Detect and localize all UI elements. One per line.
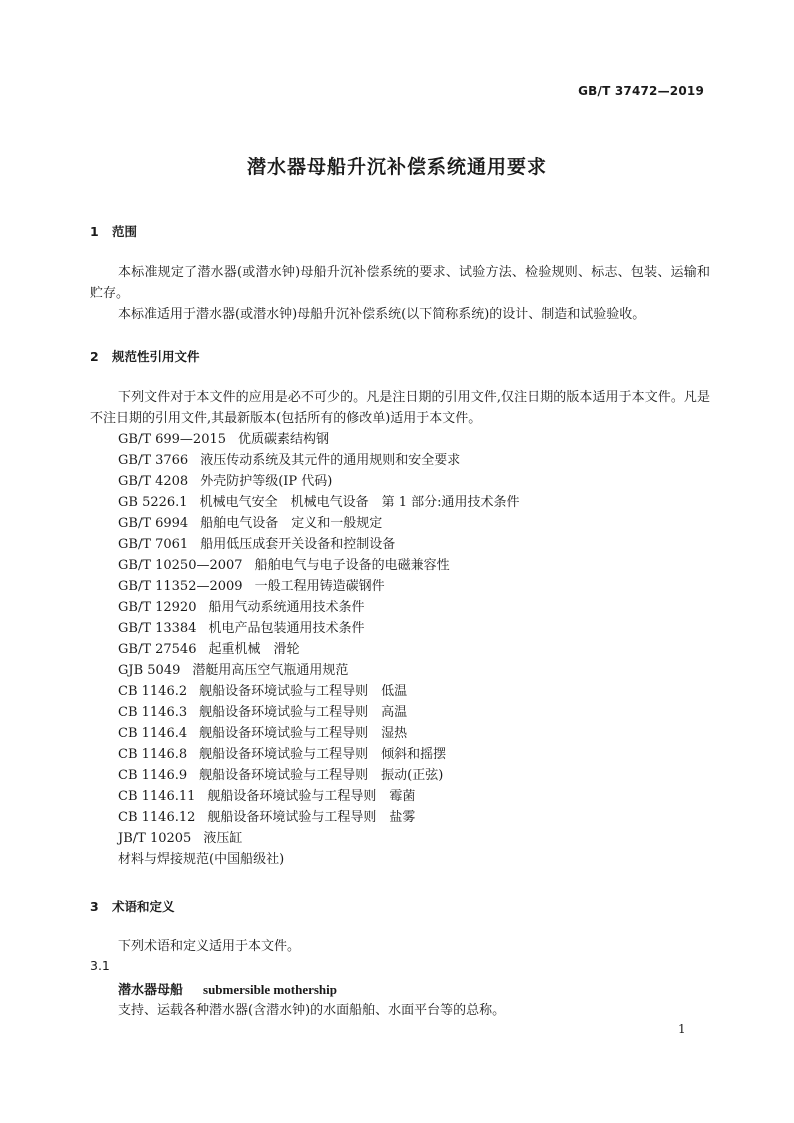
section-title: 规范性引用文件: [112, 349, 200, 364]
reference-code: GB 5226.1: [118, 495, 188, 510]
reference-title: 液压传动系统及其元件的通用规则和安全要求: [200, 453, 461, 468]
reference-code: GB/T 4208: [118, 474, 189, 489]
reference-code: GB/T 11352—2009: [118, 579, 243, 594]
reference-item: [118, 639, 519, 660]
refs-intro-paragraph: 下列文件对于本文件的应用是必不可少的。凡是注日期的引用文件,仅注日期的版本适用于本文件。凡是不注日期的引用文件,其最新版本(包括所有的修改单)适用于本文件。: [90, 390, 710, 426]
reference-code: CB 1146.9: [118, 768, 188, 783]
document-title: 潜水器母船升沉补偿系统通用要求: [246, 156, 547, 178]
reference-code: GB/T 13384: [118, 621, 197, 636]
reference-item: [118, 660, 519, 681]
reference-code: GB/T 6994: [118, 516, 189, 531]
reference-item: [118, 849, 519, 870]
reference-item: [118, 471, 519, 492]
section-heading-terms: [90, 897, 175, 915]
reference-title: 一般工程用铸造碳钢件: [254, 579, 385, 594]
reference-item: [118, 450, 519, 471]
section-title: 术语和定义: [112, 899, 175, 914]
reference-code: GB/T 3766: [118, 453, 189, 468]
section-heading-scope: [90, 222, 137, 240]
reference-title: 起重机械 滑轮: [208, 642, 300, 657]
scope-paragraph-1: 本标准规定了潜水器(或潜水钟)母船升沉补偿系统的要求、试验方法、检验规则、标志、包装、运输和贮存。: [90, 265, 710, 301]
term-definition: 支持、运载各种潜水器(含潜水钟)的水面船舶、水面平台等的总称。: [118, 1003, 506, 1018]
reference-item: [118, 576, 519, 597]
reference-item: [118, 702, 519, 723]
reference-title: 材料与焊接规范(中国船级社): [118, 852, 285, 867]
reference-title: 舰船设备环境试验与工程导则 倾斜和摇摆: [199, 747, 447, 762]
reference-item: [118, 555, 519, 576]
reference-item: [118, 723, 519, 744]
reference-title: 液压缸: [203, 831, 243, 846]
reference-title: 舰船设备环境试验与工程导则 低温: [199, 684, 408, 699]
section-number: 2: [90, 349, 99, 364]
reference-title: 船舶电气与电子设备的电磁兼容性: [254, 558, 450, 573]
reference-item: [118, 807, 519, 828]
reference-code: GJB 5049: [118, 663, 181, 678]
reference-item: [118, 534, 519, 555]
reference-title: 潜艇用高压空气瓶通用规范: [192, 663, 349, 678]
reference-code: CB 1146.11: [118, 789, 196, 804]
reference-title: 优质碳素结构钢: [238, 432, 330, 447]
reference-code: GB/T 7061: [118, 537, 189, 552]
reference-item: [118, 744, 519, 765]
reference-code: CB 1146.4: [118, 726, 188, 741]
scope-paragraph-2: 本标准适用于潜水器(或潜水钟)母船升沉补偿系统(以下简称系统)的设计、制造和试验验收。: [118, 307, 646, 322]
reference-code: GB/T 699—2015: [118, 432, 227, 447]
reference-code: GB/T 10250—2007: [118, 558, 243, 573]
reference-item: [118, 513, 519, 534]
reference-title: 机电产品包装通用技术条件: [208, 621, 365, 636]
term-chinese: 潜水器母船: [118, 983, 184, 998]
reference-code: JB/T 10205: [118, 831, 192, 846]
page-number: 1: [678, 1022, 686, 1036]
reference-title: 舰船设备环境试验与工程导则 振动(正弦): [199, 768, 444, 783]
reference-title: 舰船设备环境试验与工程导则 盐雾: [207, 810, 416, 825]
term-entry: [118, 979, 337, 998]
reference-item: [118, 681, 519, 702]
reference-item: [118, 429, 519, 450]
reference-title: 外壳防护等级(IP 代码): [200, 474, 333, 489]
section-number: 1: [90, 224, 99, 239]
reference-code: CB 1146.12: [118, 810, 196, 825]
reference-title: 舰船设备环境试验与工程导则 湿热: [199, 726, 408, 741]
term-english: submersible mothership: [203, 982, 337, 997]
section-heading-normative-refs: [90, 347, 200, 365]
term-entry-number: 3.1: [90, 958, 110, 973]
reference-title: 船用气动系统通用技术条件: [208, 600, 365, 615]
reference-item: [118, 597, 519, 618]
section-title: 范围: [112, 224, 138, 239]
reference-item: [118, 618, 519, 639]
standard-code: GB/T 37472—2019: [578, 84, 704, 98]
reference-item: [118, 786, 519, 807]
reference-list: [118, 429, 519, 870]
reference-title: 机械电气安全 机械电气设备 第 1 部分:通用技术条件: [199, 495, 520, 510]
section-number: 3: [90, 899, 99, 914]
reference-code: CB 1146.2: [118, 684, 188, 699]
reference-title: 舰船设备环境试验与工程导则 高温: [199, 705, 408, 720]
reference-title: 船舶电气设备 定义和一般规定: [200, 516, 383, 531]
reference-title: 舰船设备环境试验与工程导则 霉菌: [207, 789, 416, 804]
reference-code: CB 1146.3: [118, 705, 188, 720]
reference-code: CB 1146.8: [118, 747, 188, 762]
reference-title: 船用低压成套开关设备和控制设备: [200, 537, 396, 552]
reference-code: GB/T 27546: [118, 642, 197, 657]
reference-item: [118, 828, 519, 849]
reference-item: [118, 765, 519, 786]
reference-code: GB/T 12920: [118, 600, 197, 615]
terms-intro-paragraph: 下列术语和定义适用于本文件。: [118, 939, 301, 954]
reference-item: [118, 492, 519, 513]
